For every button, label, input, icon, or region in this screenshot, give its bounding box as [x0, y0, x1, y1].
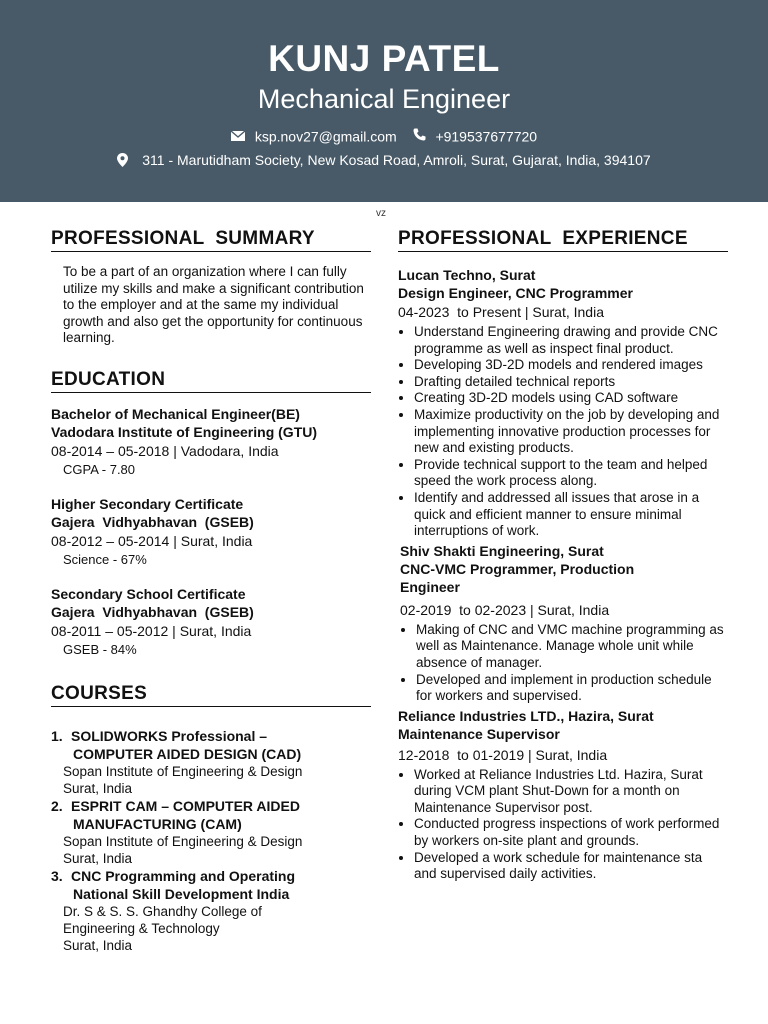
resume-header [0, 0, 768, 202]
edu-dates: 08-2014 – 05-2018 | Vadodara, India [51, 442, 279, 459]
job-entry [398, 266, 728, 540]
course-institute: Sopan Institute of Engineering & Design [63, 833, 303, 849]
email-text[interactable]: ksp.nov27@gmail.com [254, 128, 397, 145]
course-title-line1: ESPRIT CAM – COMPUTER AIDED [71, 797, 300, 814]
experience-heading: PROFESSIONAL EXPERIENCE [398, 228, 728, 252]
job-duties [400, 622, 728, 705]
degree: Secondary School Certificate [51, 585, 246, 602]
duty-item: • Developed and implement in production schedule for workers and supervised. [416, 672, 728, 705]
duty-item: • Developing 3D-2D models and rendered images [414, 357, 728, 374]
course-location: Surat, India [63, 937, 133, 953]
job-entry [398, 707, 728, 883]
duty-item: • Developed a work schedule for maintenance sta and supervised daily activities. [414, 850, 728, 883]
edu-dates: 08-2011 – 05-2012 | Surat, India [51, 622, 252, 639]
stray-text: vz [376, 208, 386, 219]
job-duties [398, 324, 728, 540]
duty-item: • Worked at Reliance Industries Ltd. Hazira, Surat during VCM plant Shut-Down for a month on Maintenance Supervisor post. [414, 767, 728, 817]
job-position: Design Engineer, CNC Programmer [398, 285, 633, 301]
location-pin-icon [117, 153, 128, 170]
edu-score: GSEB - 84% [63, 641, 137, 657]
duty-item: • Making of CNC and VMC machine programming as well as Maintenance. Manage whole unit while absence of manager. [416, 622, 728, 672]
job-company: Shiv Shakti Engineering, Surat [400, 542, 604, 559]
education-heading: EDUCATION [51, 369, 371, 393]
duty-item: • Understand Engineering drawing and provide CNC programme as well as inspect final product. [414, 324, 728, 357]
course-title-line2: COMPUTER AIDED DESIGN (CAD) [73, 745, 302, 762]
job-position: CNC-VMC Programmer, Production Engineer [400, 560, 635, 595]
course-number: 1. [51, 727, 63, 744]
education-entry [51, 495, 371, 569]
course-item [51, 797, 371, 867]
candidate-role: Mechanical Engineer [257, 84, 511, 114]
job-duties [398, 767, 728, 883]
school: Gajera Vidhyabhavan (GSEB) [51, 513, 254, 530]
job-dates: 04-2023 to Present | Surat, India [398, 304, 604, 320]
school: Gajera Vidhyabhavan (GSEB) [51, 603, 254, 620]
job-dates: 02-2019 to 02-2023 | Surat, India [400, 601, 610, 618]
school: Vadodara Institute of Engineering (GTU) [51, 423, 318, 440]
duty-item: • Conducted progress inspections of work performed by workers on-site plant and grounds. [414, 816, 728, 849]
summary-heading: PROFESSIONAL SUMMARY [51, 228, 371, 252]
course-number: 2. [51, 797, 63, 814]
course-number: 3. [51, 867, 63, 884]
course-institute: Sopan Institute of Engineering & Design [63, 763, 303, 779]
address-text: 311 - Marutidham Society, New Kosad Road, Amroli, Surat, Gujarat, India, 394107 [142, 152, 651, 168]
duty-item: • Identify and addressed all issues that arose in a quick and efficient manner to ensure minimal interruptions of work. [414, 490, 728, 540]
course-institute: Dr. S & S. S. Ghandhy College of [63, 903, 262, 919]
duty-item: • Provide technical support to the team and helped speed the work process along. [414, 457, 728, 490]
job-company: Lucan Techno, Surat [398, 267, 536, 283]
course-title-line1: SOLIDWORKS Professional – [71, 727, 268, 744]
duty-item: • Drafting detailed technical reports [414, 374, 728, 391]
phone-text[interactable]: +919537677720 [435, 128, 538, 145]
edu-dates: 08-2012 – 05-2014 | Surat, India [51, 532, 253, 549]
summary-text: To be a part of an organization where I can fully utilize my skills and make a significant contribution to the employer and at the same my individual growth and also get the opportunity for continuous learning. [63, 264, 364, 345]
right-column [398, 228, 728, 883]
job-dates: 12-2018 to 01-2019 | Surat, India [398, 746, 608, 763]
course-item [51, 727, 371, 797]
course-institute-line2: Engineering & Technology [63, 920, 220, 936]
duty-item: • Maximize productivity on the job by developing and implementing innovative production processes for new and existing products. [414, 407, 728, 457]
education-entry [51, 405, 371, 479]
duty-item: • Creating 3D-2D models using CAD software [414, 390, 728, 407]
course-location: Surat, India [63, 850, 133, 866]
address-line [0, 152, 768, 170]
degree: Higher Secondary Certificate [51, 495, 244, 512]
edu-score: Science - 67% [63, 551, 147, 567]
phone-icon [413, 128, 426, 144]
course-title-line2: MANUFACTURING (CAM) [73, 815, 242, 832]
contact-line [0, 127, 768, 144]
degree: Bachelor of Mechanical Engineer(BE) [51, 405, 300, 422]
job-entry [400, 542, 728, 705]
left-column [51, 228, 371, 954]
job-position: Maintenance Supervisor [398, 725, 560, 742]
courses-heading: COURSES [51, 683, 371, 707]
courses-list [51, 727, 371, 954]
envelope-icon [231, 128, 245, 144]
education-entry [51, 585, 371, 659]
course-item [51, 867, 371, 954]
edu-score: CGPA - 7.80 [63, 461, 136, 477]
job-company: Reliance Industries LTD., Hazira, Surat [398, 707, 654, 724]
candidate-name: KUNJ PATEL [268, 38, 500, 79]
course-title-line2: National Skill Development India [73, 885, 290, 902]
course-title-line1: CNC Programming and Operating [71, 867, 296, 884]
course-location: Surat, India [63, 780, 133, 796]
